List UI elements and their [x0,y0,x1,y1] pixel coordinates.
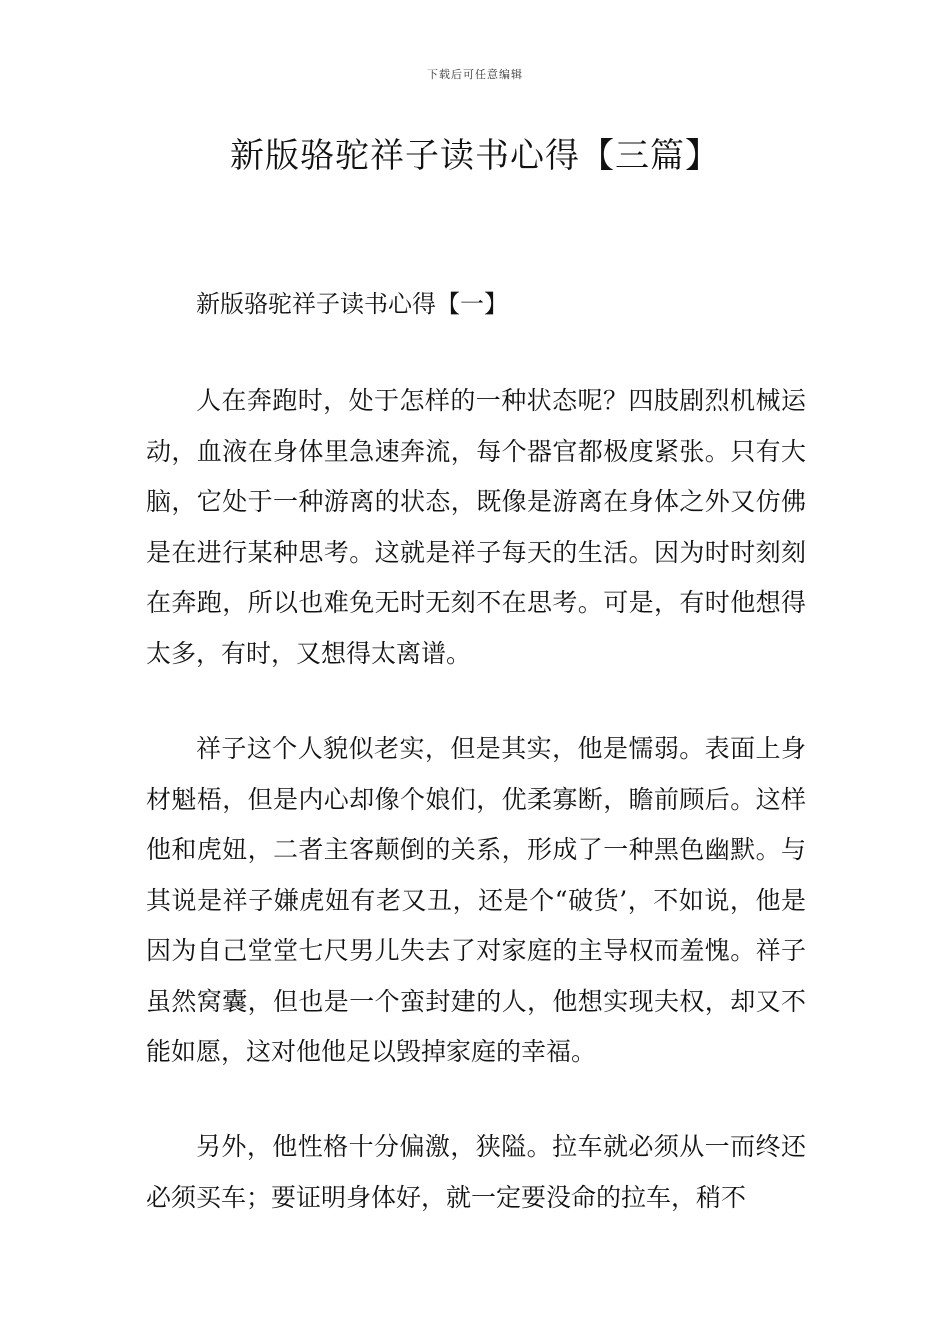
body-paragraph-1: 人在奔跑时，处于怎样的一种状态呢？四肢剧烈机械运动，血液在身体里急速奔流，每个器官都极度紧张。只有大脑，它处于一种游离的状态，既像是游离在身体之外又仿佛是在进行某种思考。这就是祥子每天的生活。因为时时刻刻在奔跑，所以也难免无时无刻不在思考。可是，有时他想得太多，有时，又想得太离谱。 [146,386,806,668]
body-paragraph-2: 祥子这个人貌似老实，但是其实，他是懦弱。表面上身材魁梧，但是内心却像个娘们，优柔寡断，瞻前顾后。这样他和虎妞，二者主客颠倒的关系，形成了一种黑色幽默。与其说是祥子嫌虎妞有老又丑，还是个“破货’，不如说，他是因为自己堂堂七尺男儿失去了对家庭的主导权而羞愧。祥子虽然窝囊，但也是一个蛮封建的人，他想实现夫权，却又不能如愿，这对他他足以毁掉家庭的幸福。 [146,734,806,1066]
body-paragraph-3: 另外，他性格十分偏激，狭隘。拉车就必须从一而终还必须买车；要证明身体好，就一定要没命的拉车，稍不 [146,1132,806,1212]
section-heading: 新版骆驼祥子读书心得【一】 [196,290,508,318]
document-title: 新版骆驼祥子读书心得【三篇】 [230,136,720,176]
page-header-note: 下载后可任意编辑 [427,68,523,81]
